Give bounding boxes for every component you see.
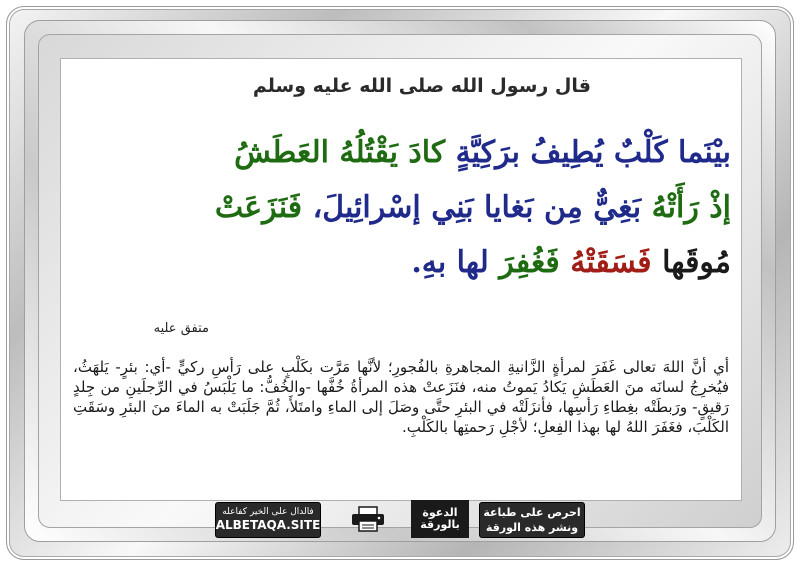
hadith-segment: بيْنَما كَلْبٌ يُطِيفُ برَكِيَّةٍ — [455, 135, 731, 170]
dawah-logo — [411, 500, 469, 538]
website-badge-tagline: فالدال على الخير كفاعله — [222, 507, 314, 517]
hadith-segment — [489, 245, 499, 280]
hadith-segment: لها بهِ. — [411, 245, 489, 280]
hadith-line-3 — [66, 235, 731, 290]
hadith-line-2 — [66, 180, 731, 235]
dawah-logo-line-2: بالورقة — [420, 518, 460, 531]
footer-bar — [215, 500, 585, 538]
hadith-line-1 — [66, 125, 731, 180]
hadith-segment: فَغُفِرَ — [499, 245, 560, 280]
hadith-segment: فَنَزَعَتْ — [214, 190, 303, 225]
hadith-segment — [641, 190, 651, 225]
explanation-text: أي أنَّ اللهَ تعالى غَفَرَ لمرأةٍ الزَّانيةِ المجاهرةِ بالفُجورِ؛ لأنَّها مَرَّت بكَلْبٍ على رَأسِ ركيٍّ -أي: بئرٍ- يَلهَثُ، فيُخرِجُ لسانَه منَ العَطَشِ يَكادُ يَموتُ منه، فنَزَعتْ هذه المرأةُ خُفَّها -والخُفُّ: ما يَلْبَسُ في الرِّجلَينِ من جِلدٍ رَقيقٍ- ورَبطَتْه بغِطاءِ رَأسِها، فأنزَلَتْه في البئرِ حتَّى وصَلَ إلى الماءِ وامتَلأَ، ثُمَّ جَلَبَتْ به الماءَ منَ البئرِ وسَقَتِ الكَلْبَ، فغَفَرَ اللهُ لها بهذا الفِعلِ؛ لأجْلِ رَحمتِها بالكَلْبِ. — [73, 358, 729, 436]
hadith-segment: مُوقَها — [662, 245, 731, 280]
print-share-line-1: احرص على طباعة — [483, 506, 581, 519]
website-badge-url: ALBETAQA.SITE — [215, 518, 321, 532]
hadith-segment — [652, 245, 662, 280]
hadith-source: متفق عليه — [153, 321, 209, 336]
hadith-segment — [302, 190, 312, 225]
print-share-line-2: ونشر هذه الورقة — [485, 521, 579, 534]
website-badge[interactable] — [215, 502, 321, 538]
hadith-segment: كادَ يَقْتُلُهُ العَطَشُ — [234, 135, 446, 170]
card-header: قال رسول الله صلى الله عليه وسلم — [252, 75, 591, 97]
hadith-segment — [560, 245, 570, 280]
dawah-logo-line-1: الدعوة — [422, 506, 458, 519]
hadith-segment: فَسَقَتْهُ — [570, 245, 652, 280]
hadith-segment — [445, 135, 455, 170]
hadith-segment: إذْ رَأَتْهُ — [651, 190, 731, 225]
printer-icon — [351, 506, 385, 532]
print-share-badge[interactable] — [479, 502, 585, 538]
card-paper — [60, 58, 742, 501]
hadith-text — [66, 125, 731, 290]
hadith-segment: بَغِيٌّ مِن بَغايا بَنِي إسْرائِيلَ، — [312, 190, 642, 225]
